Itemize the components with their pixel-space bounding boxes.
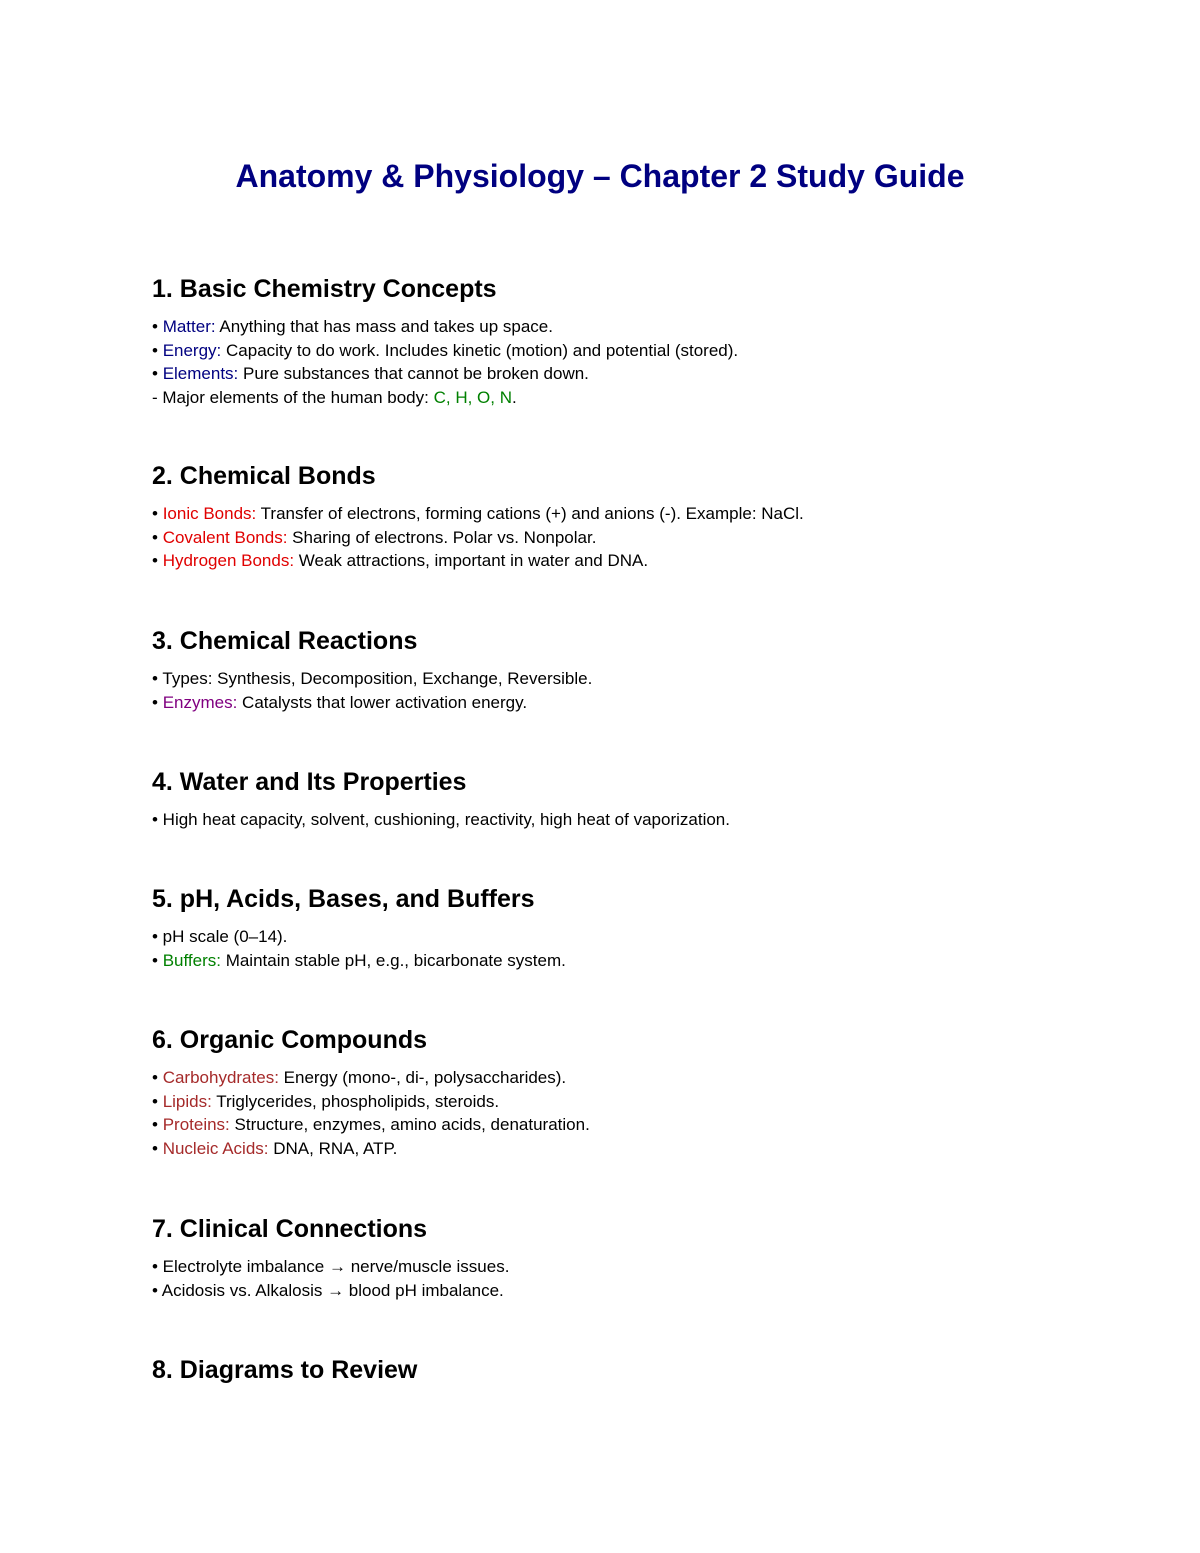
list-item	[152, 549, 1112, 573]
term-label: Carbohydrates:	[162, 1068, 279, 1087]
bullet: •	[152, 1091, 163, 1111]
highlight-text: C, H, O, N	[433, 388, 512, 408]
item-text: Capacity to do work. Includes kinetic (motion) and potential (stored).	[221, 340, 739, 360]
list-item: • pH scale (0–14).	[152, 927, 288, 946]
item-list	[152, 667, 1112, 714]
list-item	[152, 315, 1112, 339]
list-item	[152, 1090, 1112, 1114]
section-organic-compounds	[152, 1025, 1112, 1161]
section-diagrams-to-review	[152, 1355, 1112, 1385]
list-item	[152, 526, 1112, 550]
term-label: Nucleic Acids:	[162, 1139, 269, 1159]
item-text: Weak attractions, important in water and DNA.	[294, 551, 649, 571]
term-label: Covalent Bonds:	[162, 527, 288, 547]
section-heading: 6. Organic Compounds	[152, 1026, 428, 1054]
term-label: Elements:	[162, 364, 239, 384]
list-item: • Types: Synthesis, Decomposition, Exchange, Reversible.	[152, 669, 593, 688]
section-heading: 4. Water and Its Properties	[152, 768, 467, 796]
list-item	[152, 691, 1112, 715]
item-list	[152, 808, 1112, 832]
item-text: Transfer of electrons, forming cations (+) and anions (-). Example: NaCl.	[256, 504, 804, 523]
item-text: Catalysts that lower activation energy.	[237, 692, 528, 712]
section-heading: 3. Chemical Reactions	[152, 627, 418, 655]
item-text: DNA, RNA, ATP.	[268, 1139, 398, 1159]
item-list	[152, 1255, 1112, 1302]
item-list	[152, 1066, 1112, 1161]
list-item	[152, 386, 1112, 410]
list-item	[152, 949, 1112, 973]
item-text: Anything that has mass and takes up space.	[215, 317, 553, 336]
item-text: Structure, enzymes, amino acids, denaturation.	[229, 1115, 590, 1135]
bullet: •	[152, 1139, 163, 1159]
item-text: Triglycerides, phospholipids, steroids.	[211, 1091, 500, 1111]
section-basic-chemistry	[152, 274, 1112, 410]
term-label: Matter:	[162, 317, 216, 336]
term-label: Energy:	[162, 340, 222, 360]
item-text: Maintain stable pH, e.g., bicarbonate system.	[220, 950, 566, 970]
bullet: •	[152, 1068, 163, 1087]
bullet: •	[152, 551, 163, 571]
bullet: •	[152, 340, 163, 360]
list-item: • Acidosis vs. Alkalosis → blood pH imbalance.	[152, 1280, 504, 1300]
term-label: Hydrogen Bonds:	[162, 551, 295, 571]
item-text: Sharing of electrons. Polar vs. Nonpolar.	[287, 527, 597, 547]
list-item	[152, 1066, 1112, 1090]
section-heading: 5. pH, Acids, Bases, and Buffers	[152, 885, 535, 913]
bullet: •	[152, 950, 163, 970]
item-text: Energy (mono-, di-, polysaccharides).	[278, 1068, 567, 1087]
bullet: •	[152, 1115, 163, 1135]
item-list	[152, 315, 1112, 410]
term-label: Proteins:	[162, 1115, 230, 1135]
bullet: •	[152, 317, 163, 336]
term-label: Enzymes:	[162, 692, 238, 712]
list-item	[152, 339, 1112, 363]
item-list	[152, 502, 1112, 573]
list-item: • Electrolyte imbalance → nerve/muscle issues.	[152, 1257, 510, 1276]
section-heading: 2. Chemical Bonds	[152, 462, 376, 490]
bullet: •	[152, 364, 163, 384]
section-chemical-reactions	[152, 626, 1112, 714]
list-item	[152, 1137, 1112, 1161]
bullet: •	[152, 504, 163, 523]
item-text: Pure substances that cannot be broken down.	[238, 364, 589, 384]
list-item: • High heat capacity, solvent, cushioning, reactivity, high heat of vaporization.	[152, 810, 730, 829]
section-water-properties	[152, 767, 1112, 832]
term-label: Lipids:	[162, 1091, 212, 1111]
list-item	[152, 1113, 1112, 1137]
section-clinical-connections	[152, 1214, 1112, 1302]
bullet: •	[152, 527, 163, 547]
document-title: Anatomy & Physiology – Chapter 2 Study Guide	[235, 158, 965, 194]
section-ph-acids-bases	[152, 884, 1112, 972]
section-heading: 8. Diagrams to Review	[152, 1356, 418, 1384]
section-heading: 1. Basic Chemistry Concepts	[152, 275, 497, 303]
item-text: .	[512, 388, 517, 408]
term-label: Buffers:	[162, 950, 221, 970]
list-item	[152, 362, 1112, 386]
item-text: - Major elements of the human body:	[152, 388, 434, 408]
term-label: Ionic Bonds:	[162, 504, 257, 523]
bullet: •	[152, 692, 163, 712]
item-list	[152, 925, 1112, 972]
section-heading: 7. Clinical Connections	[152, 1215, 428, 1243]
list-item	[152, 502, 1112, 526]
section-chemical-bonds	[152, 461, 1112, 573]
